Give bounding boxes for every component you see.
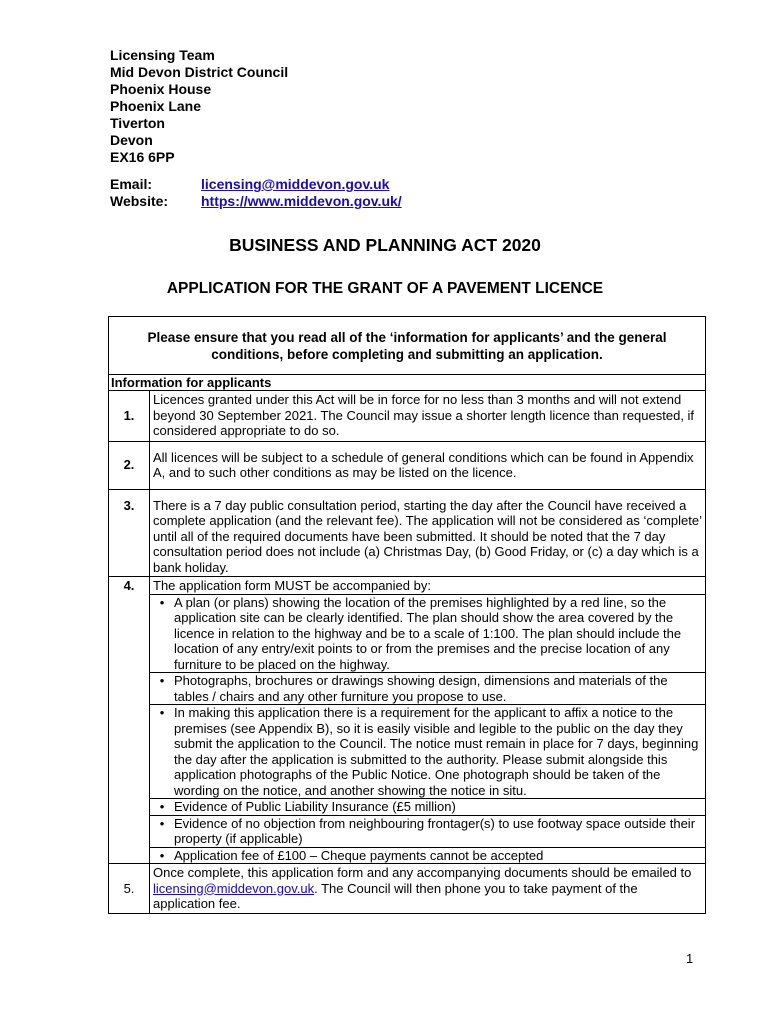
item-text: Licences granted under this Act will be in force for no less than 3 months and will not extend beyond 30 September 2021. The Council may issue a shorter length licence than requested, if considered appropriate to do so. — [153, 392, 695, 438]
address-line: Phoenix Lane — [110, 98, 202, 114]
document-title: BUSINESS AND PLANNING ACT 2020 — [229, 235, 541, 255]
page-number: 1 — [686, 951, 694, 966]
table-row — [109, 490, 705, 578]
bullet-text: A plan (or plans) showing the location of the premises highlighted by a red line, so the application site can be clearly identified. The plan should show the area covered by the licence in relation to the highway and be to a scale of 1:100. The plan should include the location of any entry/exit points to or from the premises and the precise location of any furniture to be placed on the highway. — [174, 594, 682, 672]
address-line: Devon — [110, 132, 153, 148]
bullet-icon: • — [159, 799, 165, 814]
website-link[interactable]: https://www.middevon.gov.uk/ — [201, 193, 402, 209]
address-line: EX16 6PP — [110, 149, 175, 165]
item-text — [150, 864, 705, 913]
address-block — [110, 47, 288, 166]
notice-text: Please ensure that you read all of the ‘information for applicants’ and the general conditions, before completing and submitting an application. — [109, 317, 705, 375]
list-item — [150, 672, 705, 704]
address-line: Licensing Team — [110, 47, 215, 63]
bullet-text: Evidence of Public Liability Insurance (£5 million) — [174, 799, 456, 814]
email-label: Email: — [110, 176, 153, 192]
bullet-icon: • — [159, 847, 165, 863]
address-line: Mid Devon District Council — [110, 64, 289, 80]
list-item — [150, 847, 705, 864]
email-link[interactable]: licensing@middevon.gov.uk — [153, 880, 315, 896]
item-number: 5. — [109, 864, 150, 913]
bullet-icon: • — [159, 673, 165, 688]
table-row — [109, 391, 705, 442]
address-line: Phoenix House — [110, 81, 212, 97]
bullet-text: In making this application there is a requirement for the applicant to affix a notice to the premises (see Appendix B), so it is easily visible and legible to the public on the day they submit the application to the Council. The notice must remain in place for 7 days, beginning the day after the application is submitted to the authority. Please submit alongside this application photographs of the Public Notice. One photograph should be taken of the wording on the notice, and another showing the notice in situ. — [174, 705, 699, 798]
item-number: 4. — [109, 577, 150, 863]
email-link[interactable]: licensing@middevon.gov.uk — [201, 176, 390, 192]
bullet-icon: • — [159, 815, 165, 831]
list-item — [150, 704, 705, 798]
information-table — [108, 316, 706, 914]
item-number: 3. — [109, 490, 150, 577]
document-subtitle: APPLICATION FOR THE GRANT OF A PAVEMENT LICENCE — [166, 280, 604, 297]
item-text-part: . The Council will then phone you to take payment of the application fee. — [153, 880, 638, 911]
table-row — [109, 577, 705, 864]
item-text: There is a 7 day public consultation period, starting the day after the Council have received a complete application (and the relevant fee). The application will not be considered as ‘complete’ until all of the required documents have been submitted. It should be noted that the 7 day consultation period does not include (a) Christmas Day, (b) Good Friday, or (c) a day which is a bank holiday. — [153, 497, 702, 575]
table-row — [109, 442, 705, 490]
bullet-text: Application fee of £100 – Cheque payments cannot be accepted — [174, 847, 544, 863]
address-line: Tiverton — [110, 115, 165, 131]
list-item — [150, 798, 705, 815]
bullet-text: Photographs, brochures or drawings showing design, dimensions and materials of the tables / chairs and any other furniture you propose to use. — [174, 673, 668, 704]
bullet-icon: • — [159, 594, 165, 610]
website-label: Website: — [110, 193, 169, 209]
list-item — [150, 815, 705, 847]
list-item — [150, 594, 705, 673]
table-row — [109, 864, 705, 913]
item-intro: The application form MUST be accompanied by: — [153, 578, 431, 593]
bullet-icon: • — [159, 705, 165, 720]
item-text-part: Once complete, this application form and any accompanying documents should be emailed to — [153, 865, 692, 880]
bullet-text: Evidence of no objection from neighbouring frontager(s) to use footway space outside their property (if applicable) — [174, 815, 696, 846]
item-text: All licences will be subject to a schedule of general conditions which can be found in Appendix A, and to such other conditions as may be listed on the licence. — [153, 449, 694, 480]
info-heading: Information for applicants — [109, 375, 705, 391]
contact-block — [110, 176, 402, 210]
item-number: 2. — [109, 442, 150, 489]
item-number: 1. — [109, 391, 150, 441]
